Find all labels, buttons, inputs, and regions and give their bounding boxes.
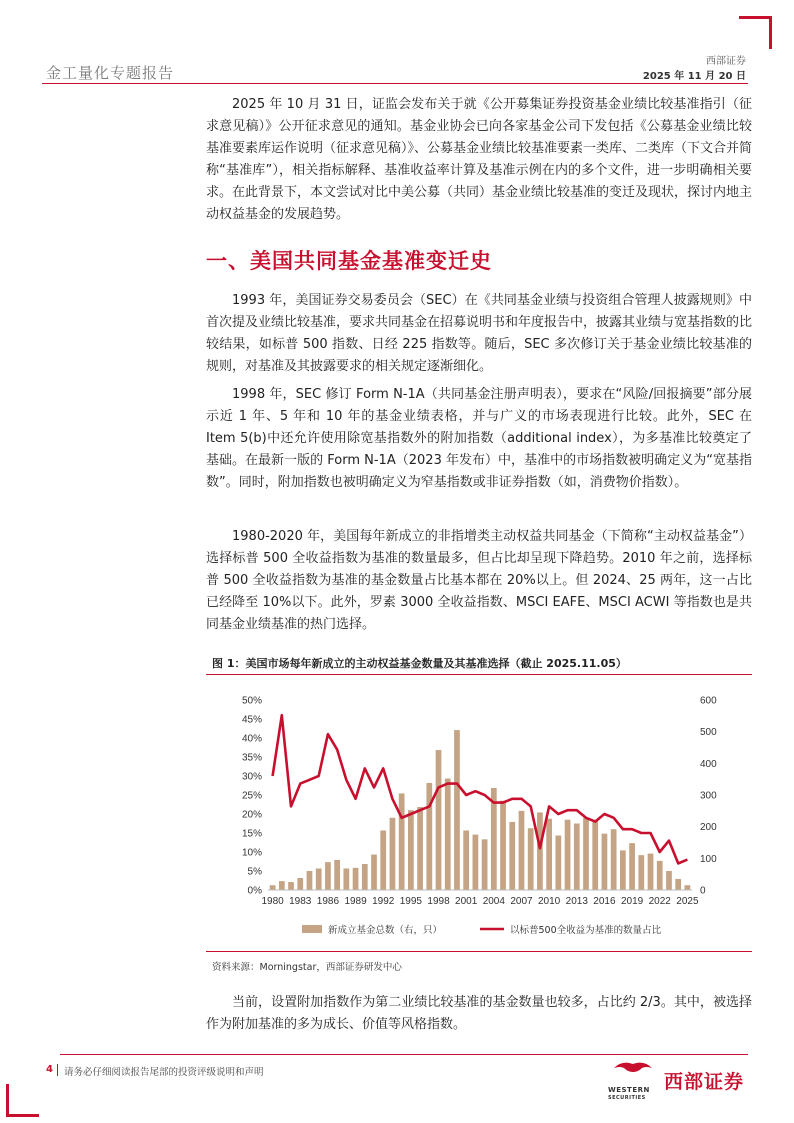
footer-separator [57, 1064, 58, 1076]
company-logo [608, 1058, 744, 1102]
bar-new-funds [270, 885, 276, 890]
header-divider [42, 83, 748, 84]
right-axis-tick-label: 600 [700, 695, 717, 707]
bar-new-funds [454, 730, 460, 890]
bar-new-funds [390, 818, 396, 890]
bar-new-funds [473, 835, 479, 890]
bar-new-funds [583, 818, 589, 890]
bar-new-funds [288, 882, 294, 890]
bar-new-funds [574, 824, 580, 891]
left-axis-tick-label: 40% [241, 733, 262, 745]
line-sp500-share [273, 715, 688, 863]
intro-paragraph: 2025 年 10 月 31 日，证监会发布关于就《公开募集证券投资基金业绩比较基准指引（征求意见稿）》公开征求意见的通知。基金业协会已向各家基金公司下发包括《公募基金业绩比较基准要素库运作说明（征求意见稿）》、公募基金业绩比较基准要素一类库、二类库（下文合并简称“基准库”），相关指标解释、基准收益率计算及基准示例在内的多个文件，进一步明确相关要求。在此背景下，本文尝试对比中美公募（共同）基金业绩比较基准的变迁及现状，探讨内地主动权益基金的发展趋势。 [206, 97, 753, 222]
left-axis-tick-label: 10% [241, 847, 262, 859]
bar-new-funds [657, 861, 663, 890]
x-axis-tick-label: 1998 [427, 896, 450, 907]
bull-icon [608, 1058, 658, 1082]
bar-new-funds [500, 801, 506, 890]
bar-new-funds [528, 828, 534, 890]
figure-source: 资料来源：Morningstar，西部证券研发中心 [212, 962, 402, 973]
paragraph-1980-2020: 1980-2020 年，美国每年新成立的非指增类主动权益共同基金（下简称“主动权益基金”）选择标普 500 全收益指数为基准的数量最多，但占比却呈现下降趋势。2010 年之前，选择标普 500 全收益指数为基准的基金数量占比基本都在 20%以上。但 2024、25 两年，这一占比已经降至 10%以下。此外，罗素 3000 全收益指数、MSCI EAFE、MSCI ACWI 等指数也是共同基金业绩基准的热门选择。 [206, 529, 752, 632]
right-axis-tick-label: 0 [700, 885, 706, 897]
x-axis-tick-label: 2004 [482, 896, 505, 907]
bar-new-funds [436, 750, 442, 890]
bar-new-funds [297, 878, 303, 890]
bar-new-funds [343, 868, 349, 890]
logo-english-2: SECURITIES [608, 1095, 646, 1101]
bar-new-funds [426, 783, 432, 890]
x-axis-tick-label: 2019 [620, 896, 644, 907]
logo-mark [608, 1058, 658, 1102]
x-axis-tick-label: 2022 [648, 896, 671, 907]
right-axis-tick-label: 300 [700, 790, 717, 802]
bar-new-funds [675, 879, 681, 890]
bar-new-funds [638, 855, 644, 890]
x-axis-tick-label: 1992 [372, 896, 395, 907]
left-axis-tick-label: 30% [241, 771, 262, 783]
figure-caption: 图 1：美国市场每年新成立的主动权益基金数量及其基准选择（截止 2025.11.05） [212, 657, 627, 670]
bar-new-funds [602, 834, 608, 890]
x-axis-tick-label: 2007 [510, 896, 533, 907]
bar-new-funds [325, 862, 331, 890]
left-axis-tick-label: 45% [241, 714, 262, 726]
figure-bottom-rule [206, 951, 752, 952]
bar-new-funds [371, 855, 377, 890]
bar-new-funds [685, 885, 691, 890]
bar-new-funds [519, 811, 525, 890]
header-meta [643, 54, 746, 84]
bar-new-funds [463, 830, 469, 890]
left-axis-tick-label: 20% [241, 809, 262, 821]
left-axis-tick-label: 25% [241, 790, 262, 802]
bar-new-funds [362, 864, 368, 890]
left-axis-tick-label: 5% [247, 866, 262, 878]
paragraph-current: 当前，设置附加指数作为第二业绩比较基准的基金数量也较多，占比约 2/3。其中，被选择作为附加基准的多为成长、价值等风格指数。 [206, 995, 752, 1032]
bar-new-funds [666, 871, 672, 890]
bar-new-funds [565, 820, 571, 890]
right-axis-tick-label: 100 [700, 853, 717, 865]
fund-benchmark-chart [206, 678, 752, 948]
bar-new-funds [417, 807, 423, 890]
x-axis-tick-label: 1989 [344, 896, 367, 907]
footer-divider [60, 1054, 748, 1055]
company-name: 西部证券 [706, 56, 746, 67]
x-axis-tick-label: 2025 [676, 896, 699, 907]
x-axis-tick-label: 2010 [538, 896, 561, 907]
legend-label-line: 以标普500全收益为基准的数量占比 [510, 925, 662, 936]
x-axis-tick-label: 1986 [316, 896, 340, 907]
paragraph-1993: 1993 年，美国证券交易委员会（SEC）在《共同基金业绩与投资组合管理人披露规则》中首次提及业绩比较基准，要求共同基金在招募说明书和年度报告中，披露其业绩与宽基指数的比较结果，如标普 500 指数、日经 225 指数等。随后，SEC 多次修订关于基金业绩比较基准的规则，对基准及其披露要求的相关规定逐渐细化。 [206, 293, 753, 374]
paragraph-1998: 1998 年，SEC 修订 Form N-1A（共同基金注册声明表），要求在“风险/回报摘要”部分展示近 1 年、5 年和 10 年的基金业绩表格，并与广义的市场表现进行比较。此外，SEC 在 Item 5(b)中还允许使用除宽基指数外的附加指数（additional index），为多基准比较奠定了基础。在最新一版的 Form N-1A（2023 年发布）中，基准中的市场指数被明确定义为“宽基指数”。同时，附加指数也被明确定义为窄基指数或非证券指数（如，消费物价指数）。 [206, 387, 752, 490]
bar-new-funds [408, 810, 414, 890]
bar-new-funds [620, 850, 626, 890]
bar-new-funds [537, 812, 543, 890]
legend-label-bars: 新成立基金总数（右，只） [328, 925, 443, 936]
bar-new-funds [279, 881, 285, 890]
x-axis-tick-label: 1980 [261, 896, 284, 907]
bar-new-funds [334, 860, 340, 890]
logo-chinese: 西部证券 [664, 1070, 745, 1093]
left-axis-tick-label: 15% [241, 828, 262, 840]
corner-decoration-top-right [739, 16, 772, 49]
page-number: 4 [46, 1064, 53, 1075]
corner-decoration-bottom-left [6, 1084, 39, 1117]
x-axis-tick-label: 2013 [565, 896, 588, 907]
bar-new-funds [399, 793, 405, 890]
bar-new-funds [307, 871, 313, 890]
bar-new-funds [482, 839, 488, 890]
bar-new-funds [546, 819, 552, 890]
bar-new-funds [592, 820, 598, 890]
footer-disclaimer: 请务必仔细阅读报告尾部的投资评级说明和声明 [64, 1067, 264, 1078]
right-axis-tick-label: 500 [700, 727, 717, 739]
left-axis-tick-label: 50% [241, 695, 262, 707]
bar-new-funds [316, 868, 322, 890]
report-date: 2025 年 11 月 20 日 [642, 71, 746, 82]
x-axis-tick-label: 1995 [399, 896, 422, 907]
logo-english-1: WESTERN [608, 1086, 650, 1094]
bar-new-funds [353, 868, 359, 890]
bar-new-funds [555, 836, 561, 890]
x-axis-tick-label: 2001 [455, 896, 478, 907]
bar-new-funds [445, 779, 451, 890]
bar-new-funds [380, 830, 386, 890]
right-axis-tick-label: 400 [700, 758, 717, 770]
legend-swatch-bars [302, 925, 322, 933]
left-axis-tick-label: 0% [247, 885, 262, 897]
left-axis-tick-label: 35% [241, 752, 262, 764]
bar-new-funds [648, 854, 654, 890]
section-title: 一、美国共同基金基准变迁史 [206, 249, 492, 273]
bar-new-funds [611, 829, 617, 890]
x-axis-tick-label: 2016 [593, 896, 616, 907]
bar-new-funds [509, 822, 515, 890]
x-axis-tick-label: 1983 [289, 896, 312, 907]
right-axis-tick-label: 200 [700, 822, 717, 834]
report-type-header: 金工量化专题报告 [46, 64, 175, 82]
figure-top-rule [206, 674, 752, 675]
bar-new-funds [629, 843, 635, 890]
